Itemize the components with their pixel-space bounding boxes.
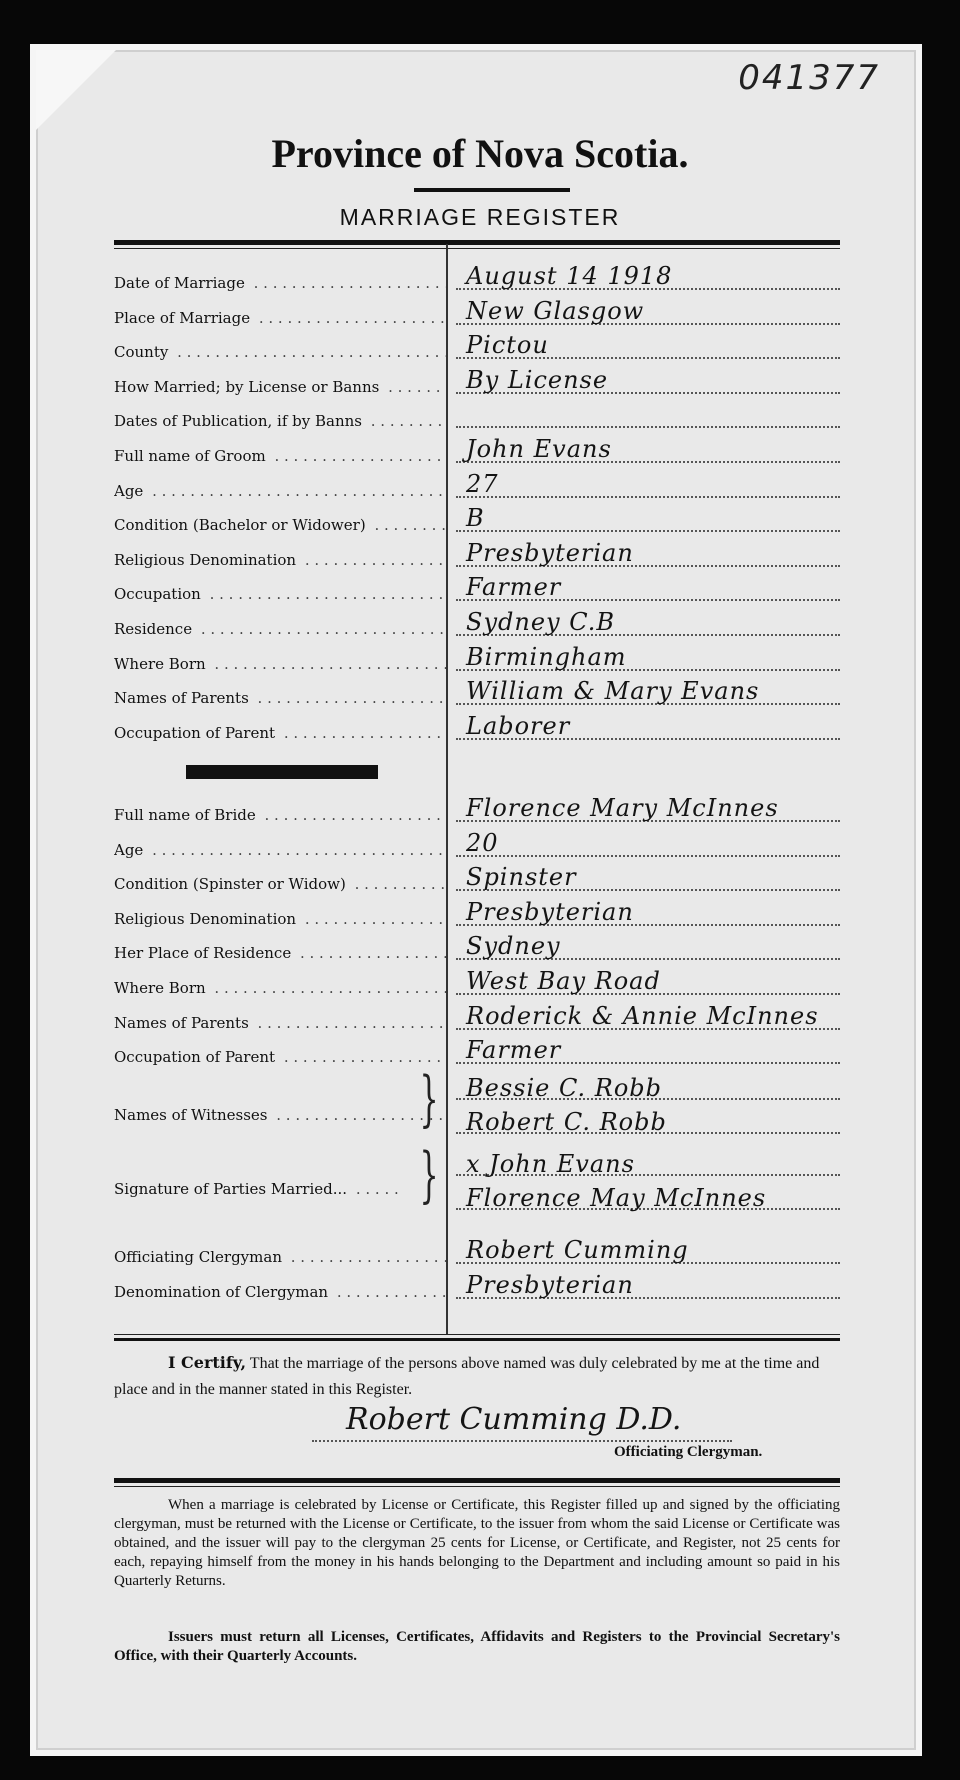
groom-field-value: August 14 1918 — [466, 262, 673, 290]
certify-rule-thin — [114, 1334, 840, 1335]
groom-field-label: Place of Marriage — [114, 309, 254, 327]
groom-field-row — [114, 260, 840, 294]
clergy-field-row — [114, 1269, 840, 1303]
bride-field-value: Farmer — [466, 1036, 562, 1065]
certify-statement — [114, 1350, 840, 1403]
groom-field-value: By License — [466, 365, 609, 394]
bride-field-row — [114, 965, 840, 999]
groom-field-row — [114, 710, 840, 744]
return-notice: When a marriage is celebrated by License or Certificate, this Register filled up and signed by the officiating clergyman, must be returned with the License or Certificate, to the issuer from whom the said License or Certificate was obtained, and the issuer will pay to the clergyman 25 cents for License, or Certificate, and Register, not 25 cents for each, repaying himself from the money in his hands belonging to the Department and including amount so paid in his Quarterly Returns. — [114, 1497, 840, 1589]
notice-rule — [114, 1478, 840, 1483]
groom-field-row — [114, 433, 840, 467]
witnesses-label: Names of Witnesses — [114, 1106, 271, 1124]
bride-field-row — [114, 896, 840, 930]
bride-field-row — [114, 1000, 840, 1034]
groom-field-label: How Married; by License or Banns — [114, 378, 383, 396]
signature-2-value: Florence May McInnes — [466, 1184, 767, 1212]
groom-field-label: Names of Parents — [114, 689, 253, 707]
signature-line — [312, 1440, 732, 1442]
document-number: 041377 — [738, 58, 880, 98]
page-title: Province of Nova Scotia. — [271, 131, 689, 176]
groom-field-label: Residence — [114, 620, 196, 638]
groom-field-label: Full name of Groom — [114, 447, 270, 465]
bride-field-label: Age — [114, 841, 147, 859]
clergy-field-row — [114, 1234, 840, 1268]
groom-field-row — [114, 537, 840, 571]
certify-text: That the marriage of the persons above named was duly celebrated by me at the time and place and in the manner stated in this Register. — [114, 1355, 820, 1398]
groom-field-value: Farmer — [466, 573, 562, 602]
issuer-notice: Issuers must return all Licenses, Certificates, Affidavits and Registers to the Provincial Secretary's Office, with their Quarterly Accounts. — [114, 1629, 840, 1664]
groom-field-value: Pictou — [466, 331, 549, 360]
bride-field-label: Names of Parents — [114, 1014, 253, 1032]
bride-field-label: Full name of Bride — [114, 806, 260, 824]
groom-field-value: Sydney C.B — [466, 608, 615, 636]
signature-1-value: x John Evans — [466, 1150, 635, 1178]
groom-field-value: Laborer — [466, 711, 571, 740]
bride-field-row — [114, 792, 840, 826]
groom-field-row — [114, 329, 840, 363]
witness-1-value: Bessie C. Robb — [466, 1074, 662, 1102]
groom-field-row — [114, 502, 840, 536]
groom-field-value: Birmingham — [466, 642, 627, 671]
bride-field-value: Sydney — [466, 932, 561, 961]
bride-field-label: Condition (Spinster or Widow) — [114, 875, 350, 893]
certify-rule — [114, 1338, 840, 1341]
bride-field-label: Where Born — [114, 979, 210, 997]
groom-field-value: Presbyterian — [466, 538, 634, 567]
groom-field-row — [114, 468, 840, 502]
notice-rule-thin — [114, 1486, 840, 1487]
bride-field-value: Spinster — [466, 863, 577, 892]
groom-field-row — [114, 398, 840, 432]
groom-field-value: William & Mary Evans — [466, 677, 760, 706]
witnesses-brace: } — [419, 1064, 439, 1134]
groom-field-label: Date of Marriage — [114, 274, 249, 292]
clergy-field-value: Presbyterian — [466, 1270, 634, 1299]
signatures-brace: } — [419, 1140, 439, 1210]
groom-field-label: Religious Denomination — [114, 551, 300, 569]
groom-field-row — [114, 571, 840, 605]
groom-field-row — [114, 295, 840, 329]
bride-field-row — [114, 1034, 840, 1068]
header-rule — [114, 240, 840, 245]
bride-field-row — [114, 827, 840, 861]
bride-field-value: Florence Mary McInnes — [466, 794, 779, 822]
title-rule — [414, 188, 570, 192]
groom-field-row — [114, 675, 840, 709]
groom-field-label: Condition (Bachelor or Widower) — [114, 516, 370, 534]
bride-field-row — [114, 930, 840, 964]
groom-field-label: Dates of Publication, if by Banns — [114, 412, 366, 430]
clergy-field-value: Robert Cumming — [466, 1236, 689, 1264]
groom-field-label: County — [114, 343, 172, 361]
clergy-field-label: Denomination of Clergyman — [114, 1283, 332, 1301]
signatures-label: Signature of Parties Married... — [114, 1180, 351, 1198]
groom-field-label: Where Born — [114, 655, 210, 673]
paper-fold — [36, 50, 116, 130]
bride-field-label: Occupation of Parent — [114, 1048, 279, 1066]
header-rule-thin — [114, 248, 840, 249]
groom-field-row — [114, 641, 840, 675]
bride-field-label: Religious Denomination — [114, 910, 300, 928]
clergy-field-label: Officiating Clergyman — [114, 1248, 286, 1266]
section-divider-bar — [186, 765, 378, 779]
groom-field-value: 27 — [466, 469, 499, 498]
certify-lead: I Certify, — [168, 1353, 247, 1372]
register-subtitle: MARRIAGE REGISTER — [339, 204, 621, 230]
bride-field-value: West Bay Road — [466, 967, 661, 995]
bride-field-row — [114, 861, 840, 895]
bride-field-value: 20 — [466, 828, 499, 857]
bride-field-label: Her Place of Residence — [114, 944, 295, 962]
bride-field-value: Roderick & Annie McInnes — [466, 1001, 819, 1030]
witnesses-row — [114, 1076, 840, 1136]
groom-field-value: B — [466, 504, 485, 533]
bride-field-value: Presbyterian — [466, 897, 634, 926]
signatures-row — [114, 1152, 840, 1212]
officiating-label: Officiating Clergyman. — [614, 1444, 763, 1460]
groom-field-row — [114, 606, 840, 640]
groom-field-label: Occupation of Parent — [114, 724, 279, 742]
certify-signature: Robert Cumming D.D. — [346, 1402, 682, 1437]
groom-field-value: New Glasgow — [466, 296, 645, 325]
groom-field-row — [114, 364, 840, 398]
groom-field-label: Occupation — [114, 585, 205, 603]
witness-2-value: Robert C. Robb — [466, 1108, 667, 1136]
groom-field-label: Age — [114, 482, 147, 500]
groom-field-value: John Evans — [466, 435, 612, 463]
